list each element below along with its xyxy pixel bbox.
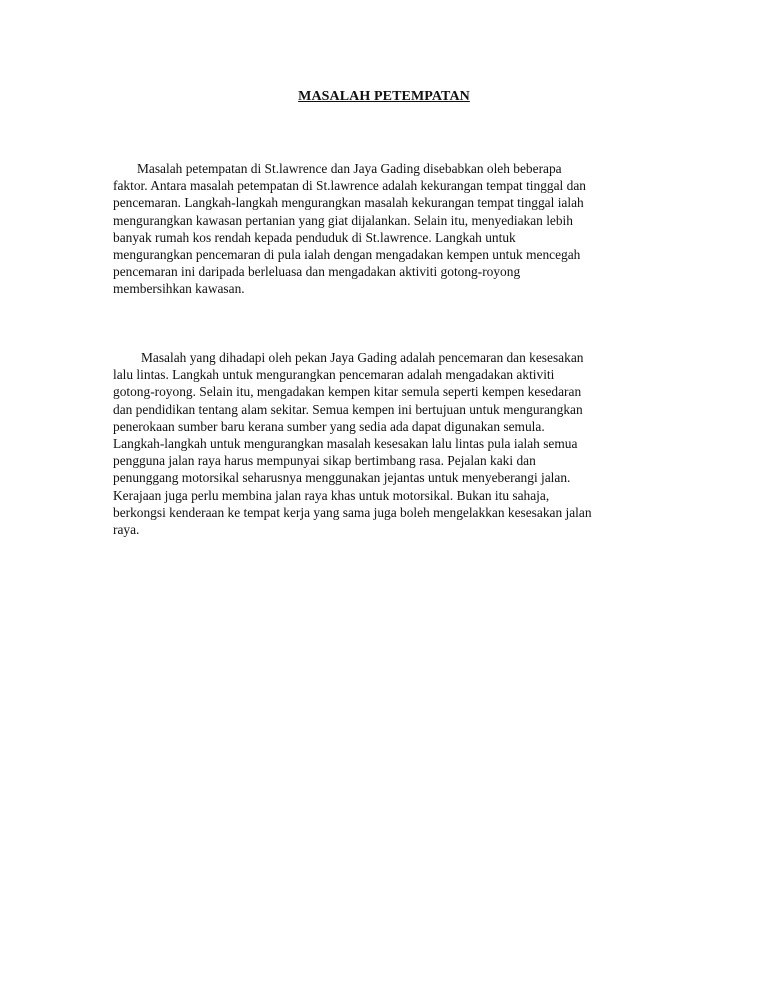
paragraph-line: penerokaan sumber baru kerana sumber yang sedia ada dapat digunakan semula. (113, 418, 545, 434)
paragraph-line: pencemaran ini daripada berleluasa dan mengadakan aktiviti gotong-royong (113, 264, 521, 280)
paragraph-line: penunggang motorsikal seharusnya menggunakan jejantas untuk menyeberangi jalan. (113, 470, 571, 486)
paragraph-line: gotong-royong. Selain itu, mengadakan kempen kitar semula seperti kempen kesedaran (113, 384, 582, 400)
document-title: MASALAH PETEMPATAN (298, 89, 470, 104)
paragraph-line: faktor. Antara masalah petempatan di St.lawrence adalah kekurangan tempat tinggal dan (113, 178, 586, 194)
paragraph-line: mengurangkan kawasan pertanian yang giat dijalankan. Selain itu, menyediakan lebih (113, 212, 573, 228)
paragraph-line: banyak rumah kos rendah kepada penduduk di St.lawrence. Langkah untuk (113, 229, 516, 245)
paragraph-line: Masalah petempatan di St.lawrence dan Jaya Gading disebabkan oleh beberapa (137, 161, 562, 176)
paragraph-line: Langkah-langkah untuk mengurangkan masalah kesesakan lalu lintas pula ialah semua (113, 436, 578, 452)
paragraph-line: membersihkan kawasan. (113, 281, 245, 297)
paragraph-line: pengguna jalan raya harus mempunyai sikap bertimbang rasa. Pejalan kaki dan (113, 453, 536, 469)
paragraph-line: mengurangkan pencemaran di pula ialah dengan mengadakan kempen untuk mencegah (113, 247, 581, 263)
paragraph-line: pencemaran. Langkah-langkah mengurangkan masalah kekurangan tempat tinggal ialah (113, 195, 584, 211)
paragraph-line: raya. (113, 522, 140, 538)
paragraph-line: dan pendidikan tentang alam sekitar. Semua kempen ini bertujuan untuk mengurangkan (113, 401, 583, 417)
paragraph-line: Kerajaan juga perlu membina jalan raya khas untuk motorsikal. Bukan itu sahaja, (113, 487, 550, 503)
paragraph-st-lawrence (113, 160, 669, 298)
paragraph-line: lalu lintas. Langkah untuk mengurangkan pencemaran adalah mengadakan aktiviti (113, 367, 555, 383)
paragraph-line: berkongsi kenderaan ke tempat kerja yang sama juga boleh mengelakkan kesesakan jalan (113, 504, 592, 520)
paragraph-jaya-gading (113, 349, 669, 538)
paragraph-line: Masalah yang dihadapi oleh pekan Jaya Gading adalah pencemaran dan kesesakan (141, 350, 584, 365)
